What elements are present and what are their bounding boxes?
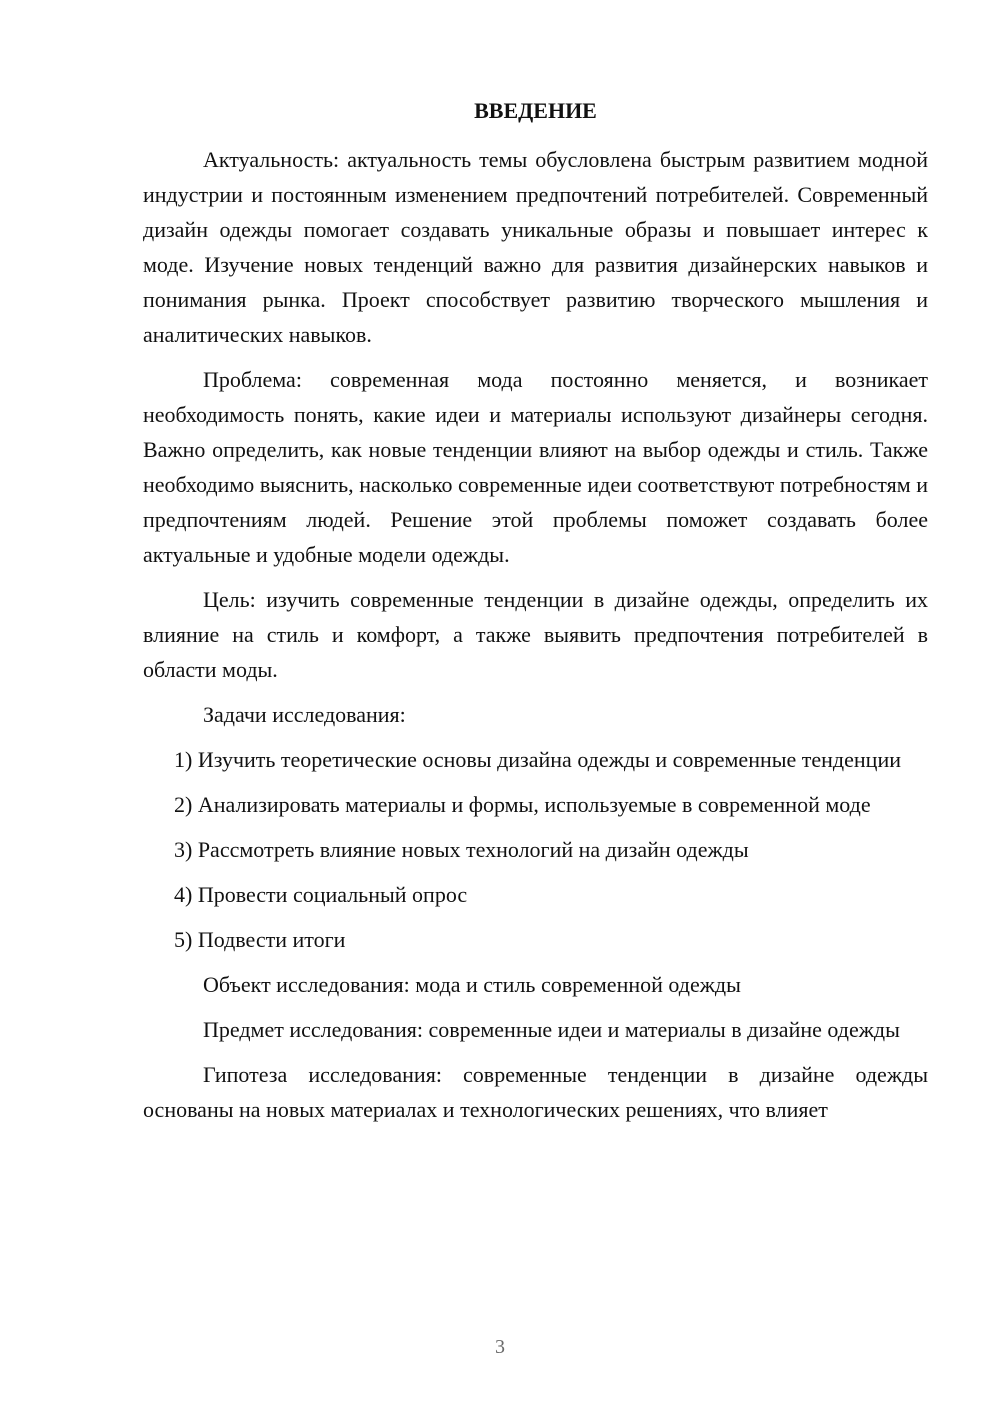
problem-paragraph: Проблема: современная мода постоянно меняется, и возникает необходимость понять, какие идеи и материалы используют дизайнеры сегодня. Важно определить, как новые тенденции влияют на выбор одежды и стиль. Также необходимо выяснить, насколько современные идеи соответствуют потребностям и предпочтениям людей. Решение этой проблемы поможет создавать более актуальные и удобные модели одежды.	[143, 367, 928, 567]
page-number: 3	[495, 1336, 505, 1358]
object-paragraph: Объект исследования: мода и стиль современной одежды	[203, 972, 741, 997]
task-item: 1) Изучить теоретические основы дизайна одежды и современные тенденции	[174, 747, 901, 772]
body-text	[143, 142, 928, 1127]
task-item: 5) Подвести итоги	[174, 927, 346, 952]
relevance-paragraph: Актуальность: актуальность темы обусловлена быстрым развитием модной индустрии и постоянным изменением предпочтений потребителей. Современный дизайн одежды помогает создавать уникальные образы и повышает интерес к моде. Изучение новых тенденций важно для развития дизайнерских навыков и понимания рынка. Проект способствует развитию творческого мышления и аналитических навыков.	[143, 147, 928, 347]
hypothesis-paragraph: Гипотеза исследования: современные тенденции в дизайне одежды основаны на новых материалах и технологических решениях, что влияет	[143, 1062, 928, 1122]
tasks-heading: Задачи исследования:	[203, 702, 406, 727]
subject-paragraph: Предмет исследования: современные идеи и материалы в дизайне одежды	[203, 1017, 900, 1042]
task-item: 2) Анализировать материалы и формы, используемые в современной моде	[174, 792, 871, 817]
task-item: 4) Провести социальный опрос	[174, 882, 468, 907]
goal-paragraph: Цель: изучить современные тенденции в дизайне одежды, определить их влияние на стиль и комфорт, а также выявить предпочтения потребителей в области моды.	[143, 587, 928, 682]
task-item: 3) Рассмотреть влияние новых технологий на дизайн одежды	[174, 837, 749, 862]
page-title: ВВЕДЕНИЕ	[474, 98, 597, 123]
